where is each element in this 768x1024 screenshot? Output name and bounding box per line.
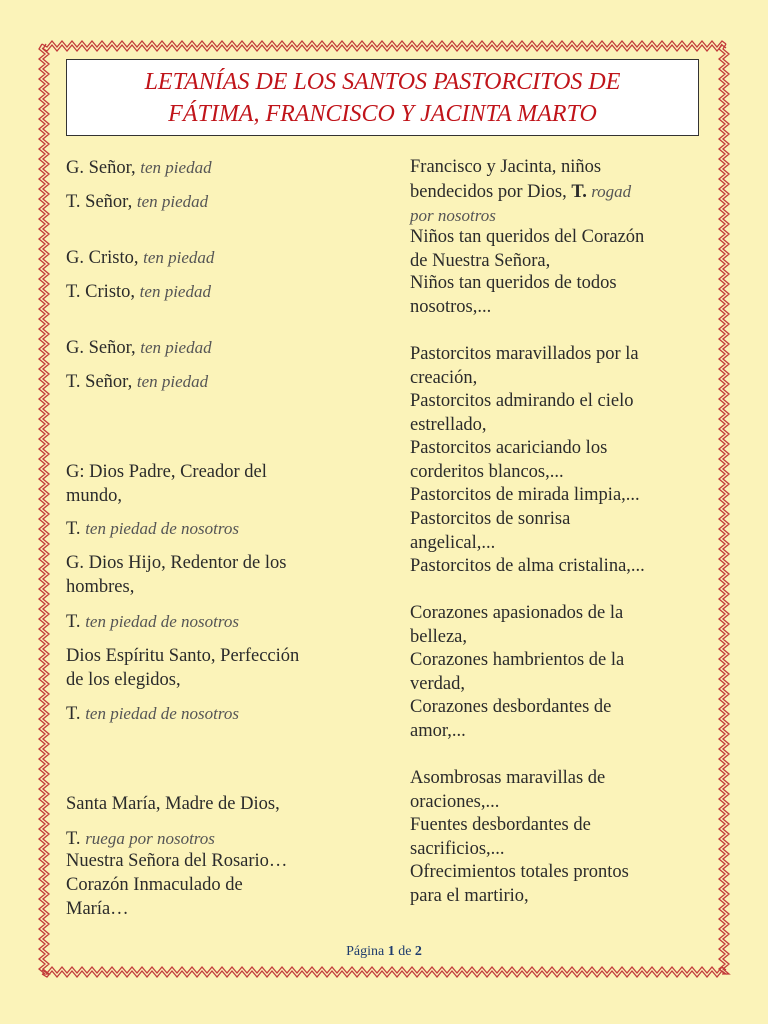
border-zigzag (42, 971, 726, 977)
litany-line: G. Dios Hijo, Redentor de los hombres, (66, 553, 287, 597)
litany-line: G. Señor, ten piedad (66, 158, 212, 178)
title-line-2: FÁTIMA, FRANCISCO Y JACINTA MARTO (168, 100, 597, 127)
litany-line: Corazón Inmaculado de María… (66, 875, 243, 919)
litany-line: T. Cristo, ten piedad (66, 282, 211, 302)
litany-line: Pastorcitos de sonrisa angelical,... (410, 509, 571, 553)
litany-line: T. ten piedad de nosotros (66, 519, 239, 539)
litany-line: T. ruega por nosotros (66, 829, 215, 849)
litany-line: T. Señor, ten piedad (66, 192, 209, 212)
litany-line: Francisco y Jacinta, niños bendecidos por Dios, T. rogad por nosotros (410, 157, 632, 225)
litany-line: G. Señor, ten piedad (66, 338, 212, 358)
litany-line: Santa María, Madre de Dios, (66, 794, 280, 814)
litany-line: G: Dios Padre, Creador del mundo, (66, 462, 267, 506)
border-zigzag (42, 45, 726, 51)
litany-line: Corazones hambrientos de la verdad, (410, 650, 625, 694)
litany-line: Ofrecimientos totales prontos para el martirio, (410, 862, 629, 906)
litany-line: Niños tan queridos del Corazón de Nuestra Señora, (410, 227, 645, 271)
litany-line: T. Señor, ten piedad (66, 372, 209, 392)
litany-line: Nuestra Señora del Rosario… (66, 851, 288, 871)
litany-line: Pastorcitos de alma cristalina,... (410, 556, 645, 576)
litany-line: Fuentes desbordantes de sacrificios,... (410, 815, 591, 859)
litany-line: Dios Espíritu Santo, Perfección de los elegidos, (66, 646, 300, 690)
litany-line: G. Cristo, ten piedad (66, 248, 215, 268)
litany-line: Corazones apasionados de la belleza, (410, 603, 624, 647)
litany-line: Pastorcitos admirando el cielo estrellado, (410, 391, 634, 435)
litany-line: Pastorcitos acariciando los corderitos blancos,... (410, 438, 608, 482)
title-line-1: LETANÍAS DE LOS SANTOS PASTORCITOS DE (144, 68, 621, 95)
litany-line: T. ten piedad de nosotros (66, 704, 239, 724)
page-footer: Página 1 de 2 (346, 944, 422, 959)
litany-line: Pastorcitos de mirada limpia,... (410, 485, 640, 505)
litany-line: Niños tan queridos de todos nosotros,... (410, 273, 617, 317)
litany-line: Asombrosas maravillas de oraciones,... (410, 768, 606, 812)
litany-line: Pastorcitos maravillados por la creación, (410, 344, 639, 388)
litany-line: Corazones desbordantes de amor,... (410, 697, 612, 741)
title-box (66, 59, 699, 136)
litany-line: T. ten piedad de nosotros (66, 612, 239, 632)
